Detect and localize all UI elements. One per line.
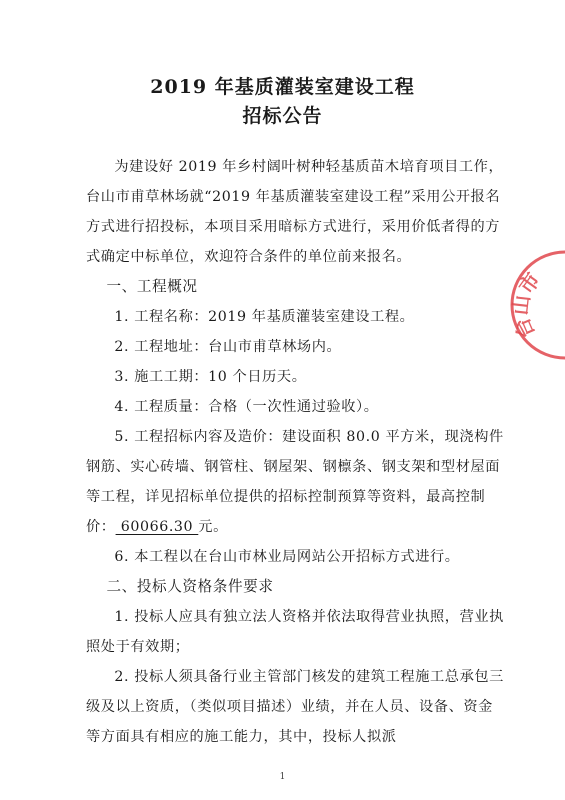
document-title-line2: 招标公告 bbox=[242, 105, 323, 127]
max-control-price: 60066.30 bbox=[115, 519, 199, 535]
overview-item-duration: 3. 施工工期：10 个日历天。 bbox=[114, 369, 307, 385]
overview-item-method: 6. 本工程以在台山市林业局网站公开招标方式进行。 bbox=[114, 549, 460, 565]
overview-item-name: 1. 工程名称：2019 年基质灌装室建设工程。 bbox=[114, 309, 415, 325]
overview-item-quality: 4. 工程质量：合格（一次性通过验收）。 bbox=[114, 399, 379, 415]
seal-lettering: 台山市 bbox=[508, 268, 545, 343]
document-body bbox=[86, 152, 506, 752]
official-seal-stamp bbox=[506, 246, 565, 364]
section-heading-requirements: 二、投标人资格条件要求 bbox=[106, 578, 274, 595]
scope-text: 5. 工程招标内容及造价：建设面积 80.0 平方米，现浇构件钢筋、实心砖墙、钢管柱、钢屋架、钢檩条、钢支架和型材屋面等工程，详见招标单位提供的招标控制预算等资料，最高控制价： bbox=[86, 429, 504, 535]
section-heading-overview: 一、工程概况 bbox=[106, 278, 198, 295]
document-title-line1: 2019 年基质灌装室建设工程 bbox=[150, 76, 415, 98]
page-number: 1 bbox=[279, 772, 286, 782]
intro-paragraph: 为建设好 2019 年乡村阔叶树种轻基质苗木培育项目工作，台山市甫草林场就“2019 年基质灌装室建设工程”采用公开报名方式进行招投标，本项目采用暗标方式进行，采用价低者得的方式确定中标单位，欢迎符合条件的单位前来报名。 bbox=[86, 159, 504, 265]
price-unit: 元。 bbox=[198, 519, 228, 535]
overview-item-scope bbox=[86, 422, 506, 542]
requirement-license: 1. 投标人应具有独立法人资格并依法取得营业执照，营业执照处于有效期； bbox=[86, 609, 504, 655]
overview-item-address: 2. 工程地址：台山市甫草林场内。 bbox=[114, 339, 342, 355]
requirement-qualification: 2. 投标人须具备行业主管部门核发的建筑工程施工总承包三级及以上资质，（类似项目描述）业绩，并在人员、设备、资金等方面具有相应的施工能力，其中，投标人拟派 bbox=[86, 669, 504, 745]
